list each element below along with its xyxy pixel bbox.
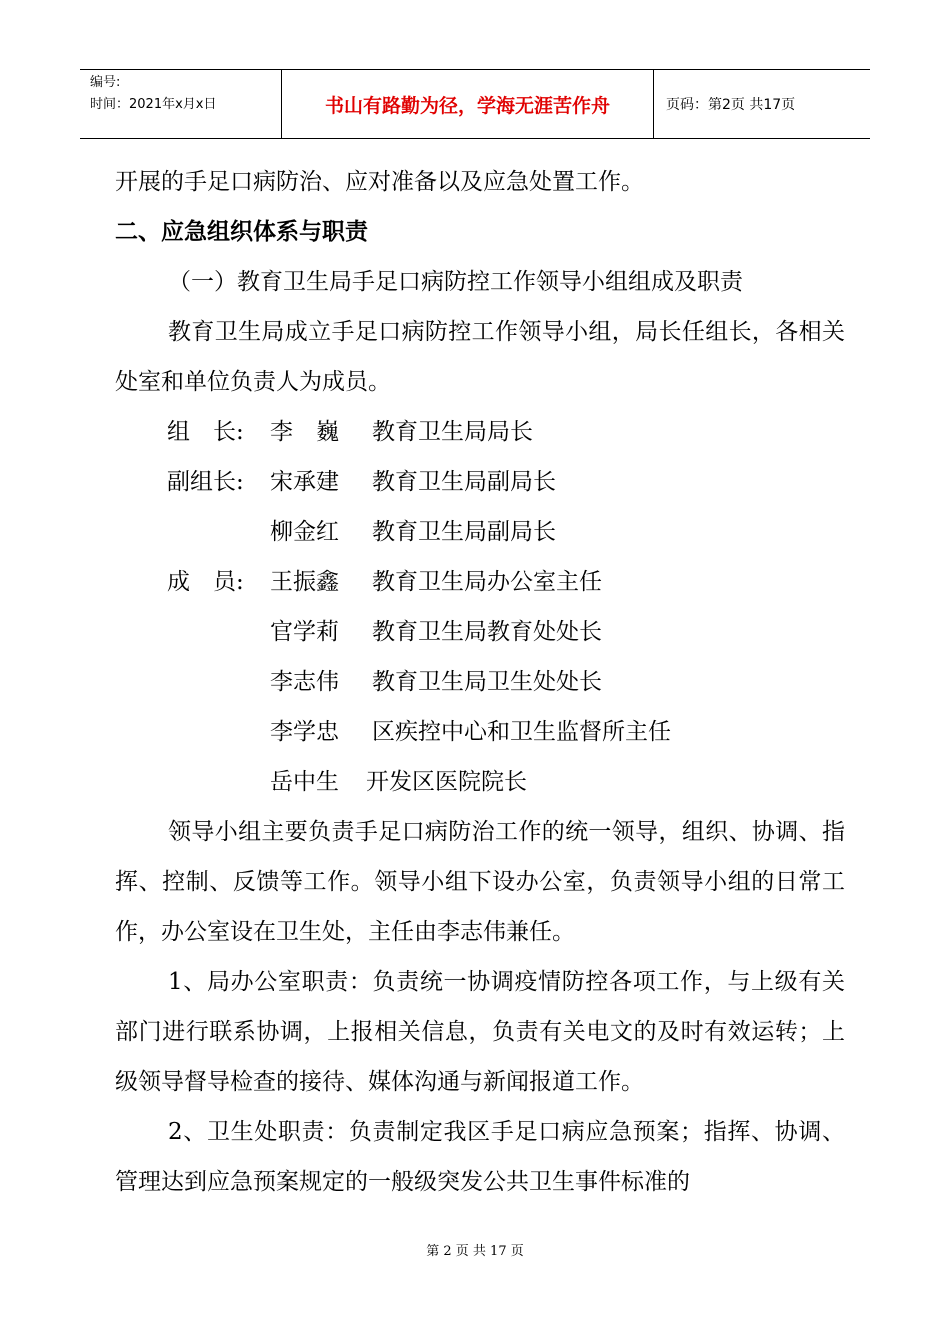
member-name: 柳金红	[270, 519, 339, 545]
subsection-heading: （一）教育卫生局手足口病防控工作领导小组组成及职责	[168, 269, 743, 295]
member-name: 官学莉	[270, 619, 339, 645]
member-role: 副组长:	[167, 469, 244, 495]
member-role	[115, 757, 270, 807]
member-name: 李 巍	[270, 419, 339, 445]
section-heading: 二、应急组织体系与职责	[115, 219, 368, 245]
header-page-info: 页码：第2页 共17页	[666, 97, 796, 113]
member-title: 开发区医院院长	[366, 769, 527, 795]
member-row	[115, 507, 845, 557]
header-motto: 书山有路勤为径，学海无涯苦作舟	[282, 70, 654, 138]
leadership-duty-paragraph: 领导小组主要负责手足口病防治工作的统一领导，组织、协调、指挥、控制、反馈等工作。领导小组下设办公室，负责领导小组的日常工作，办公室设在卫生处，主任由李志伟兼任。	[115, 819, 845, 945]
continuation-line: 开展的手足口病防治、应对准备以及应急处置工作。	[115, 169, 644, 195]
member-name: 李学忠	[270, 719, 339, 745]
member-title: 区疾控中心和卫生监督所主任	[372, 719, 671, 745]
member-row	[115, 657, 845, 707]
member-role: 组 长:	[167, 419, 244, 445]
member-row	[115, 557, 845, 607]
member-name: 岳中生	[270, 769, 339, 795]
member-role	[115, 657, 270, 707]
member-name: 宋承建	[270, 469, 339, 495]
member-title: 教育卫生局教育处处长	[372, 619, 602, 645]
member-row	[115, 757, 845, 807]
member-title: 教育卫生局副局长	[372, 519, 556, 545]
member-title: 教育卫生局副局长	[372, 469, 556, 495]
member-row	[115, 607, 845, 657]
member-name: 王振鑫	[270, 569, 339, 595]
member-title: 教育卫生局办公室主任	[372, 569, 602, 595]
member-row	[115, 407, 845, 457]
member-role: 成 员:	[167, 569, 244, 595]
member-role	[115, 507, 270, 557]
intro-paragraph: 教育卫生局成立手足口病防控工作领导小组，局长任组长，各相关处室和单位负责人为成员。	[115, 319, 845, 395]
health-division-duty-paragraph: 2、卫生处职责：负责制定我区手足口病应急预案；指挥、协调、管理达到应急预案规定的一般级突发公共卫生事件标准的	[115, 1119, 845, 1195]
member-row	[115, 457, 845, 507]
member-name: 李志伟	[270, 669, 339, 695]
document-body	[115, 157, 845, 1207]
document-date: 时间：2021年x月x日	[90, 97, 217, 112]
member-title: 教育卫生局卫生处处长	[372, 669, 602, 695]
member-title: 教育卫生局局长	[372, 419, 533, 445]
member-row	[115, 707, 845, 757]
member-list	[115, 407, 845, 807]
page-footer: 第 2 页 共 17 页	[426, 1244, 524, 1259]
member-role	[115, 707, 270, 757]
member-role	[115, 607, 270, 657]
page-header	[80, 69, 870, 139]
document-number: 编号:	[90, 75, 121, 90]
header-meta	[80, 70, 282, 138]
office-duty-paragraph: 1、局办公室职责：负责统一协调疫情防控各项工作，与上级有关部门进行联系协调，上报相关信息，负责有关电文的及时有效运转；上级领导督导检查的接待、媒体沟通与新闻报道工作。	[115, 969, 845, 1095]
